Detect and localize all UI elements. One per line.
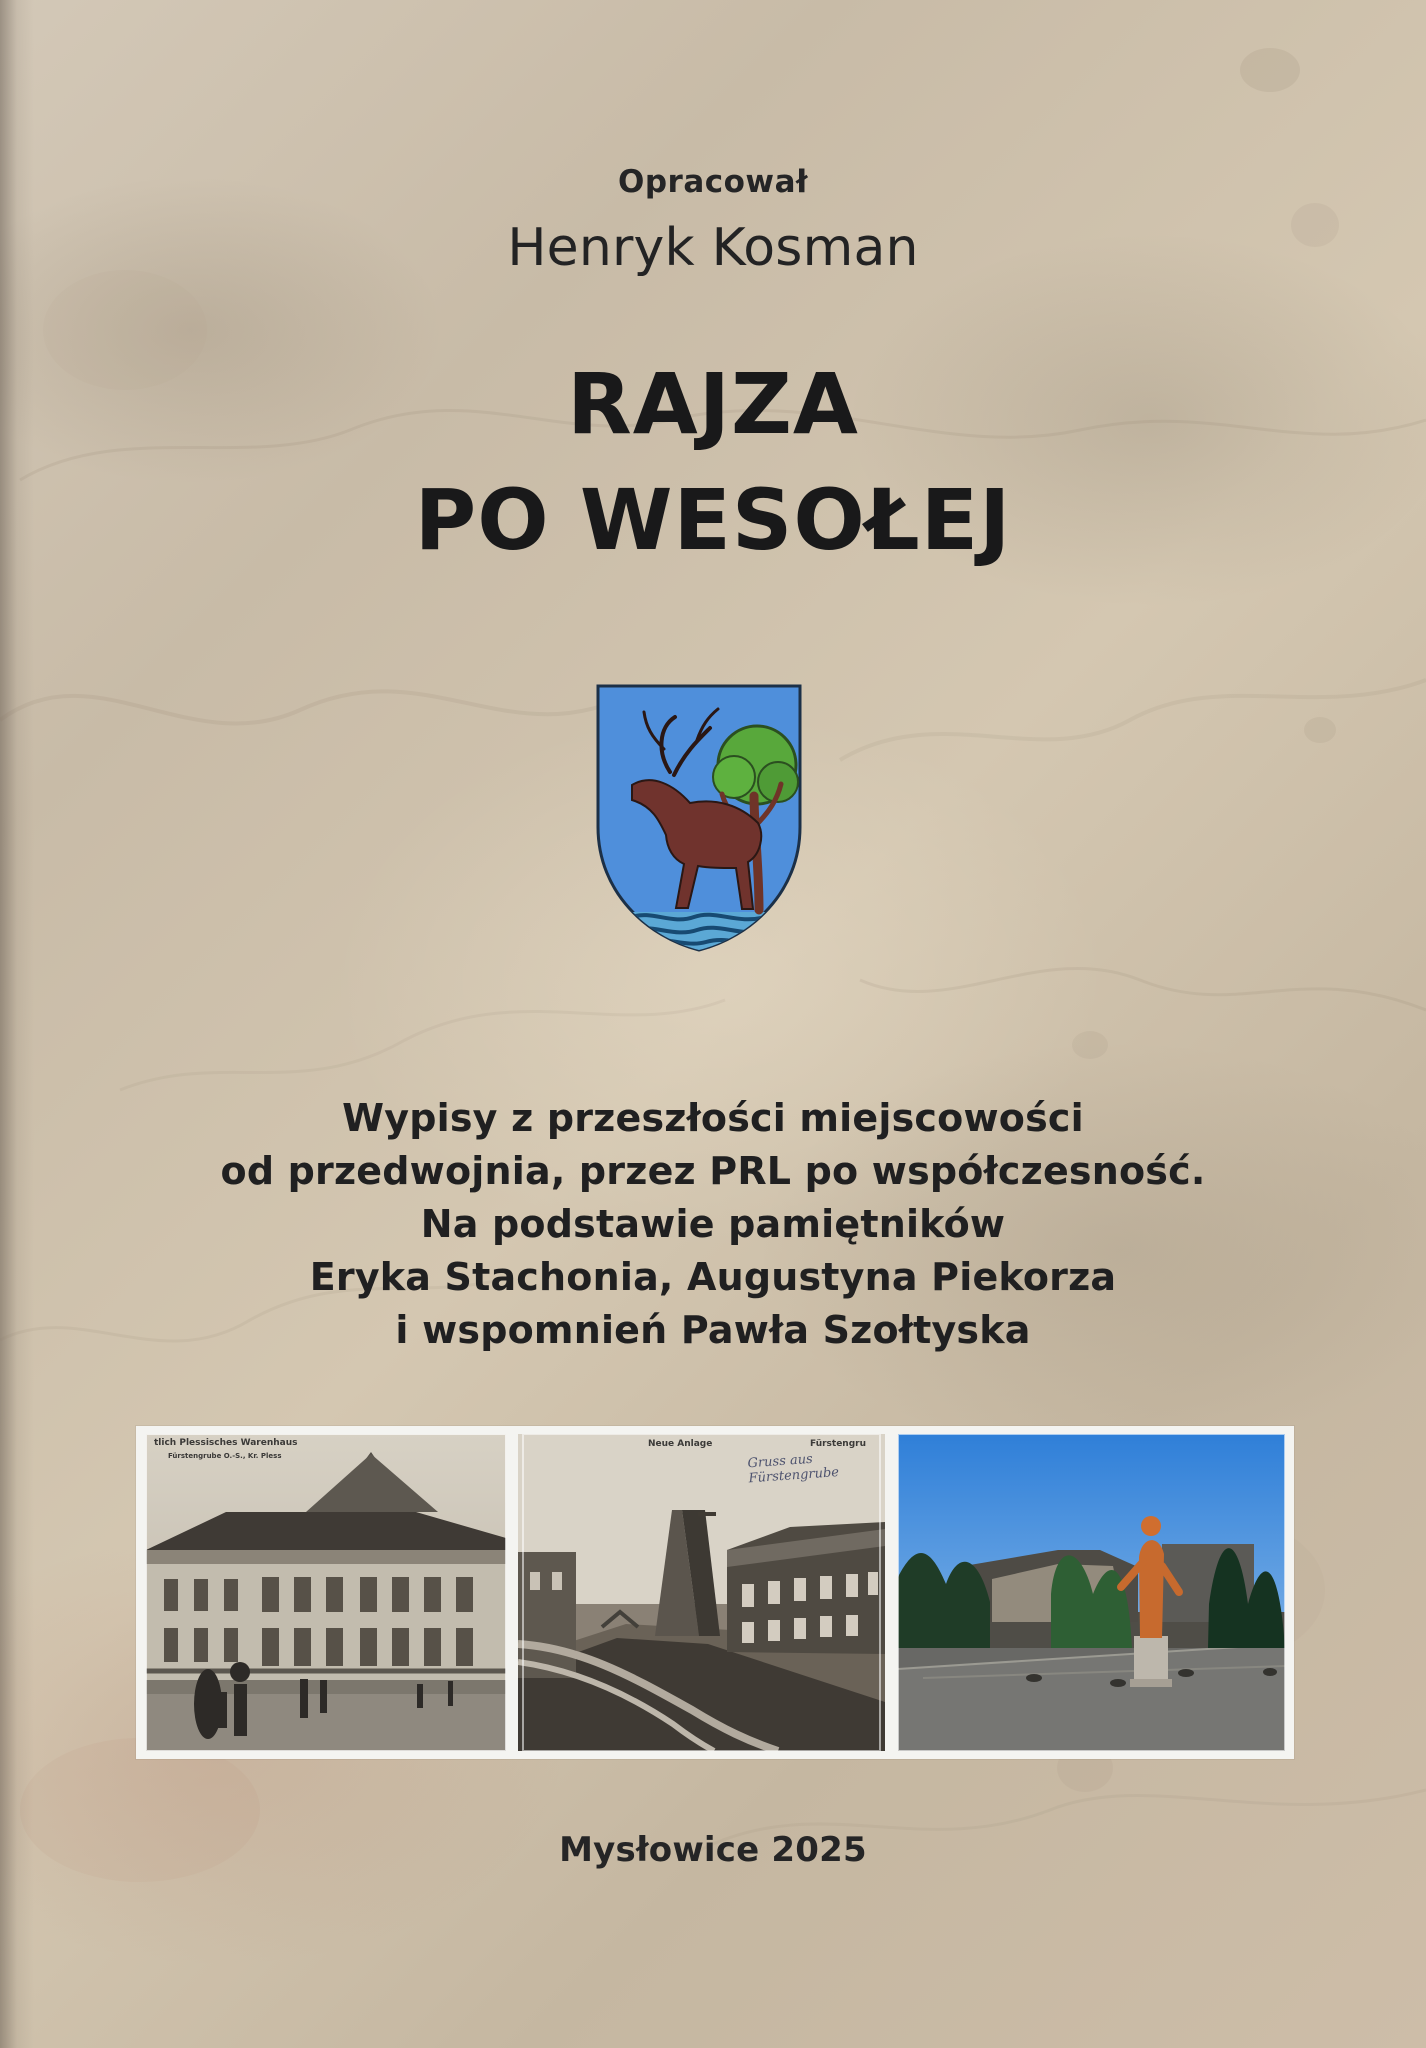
- photo-caption-2-line-2: Fürstengru: [810, 1439, 867, 1449]
- photo-caption-2-line-1: Neue Anlage: [648, 1439, 713, 1449]
- deer-and-tree-coat-of-arms-icon: [594, 682, 804, 954]
- book-title-line-1: RAJZA: [567, 355, 859, 453]
- book-title-line-2: PO WESOŁEJ: [414, 471, 1012, 569]
- historic-department-store-photo-icon: [146, 1434, 506, 1751]
- subtitle-line-4: Eryka Stachonia, Augustyna Piekorza: [309, 1255, 1117, 1299]
- author-name: Henryk Kosman: [507, 218, 919, 278]
- author-label: Opracował: [618, 164, 808, 200]
- monument-square-photo-icon: [898, 1434, 1285, 1751]
- book-subtitle: [0, 1092, 1426, 1357]
- photo-caption-1-line-1: tlich Plessisches Warenhaus: [154, 1438, 298, 1448]
- subtitle-line-1: Wypisy z przeszłości miejscowości: [342, 1096, 1084, 1140]
- subtitle-line-5: i wspomnień Pawła Szołtyska: [395, 1308, 1031, 1352]
- publication-place-year: Mysłowice 2025: [559, 1830, 867, 1870]
- mine-buildings-photo-icon: [518, 1434, 885, 1751]
- historic-photo-strip: [136, 1426, 1294, 1759]
- photo-caption-1-line-2: Fürstengrube O.-S., Kr. Pless: [168, 1452, 282, 1460]
- subtitle-line-3: Na podstawie pamiętników: [420, 1202, 1006, 1246]
- subtitle-line-2: od przedwojnia, przez PRL po współczesność.: [220, 1149, 1206, 1193]
- postcard-handwriting: Gruss aus Fürstengrube: [747, 1451, 840, 1487]
